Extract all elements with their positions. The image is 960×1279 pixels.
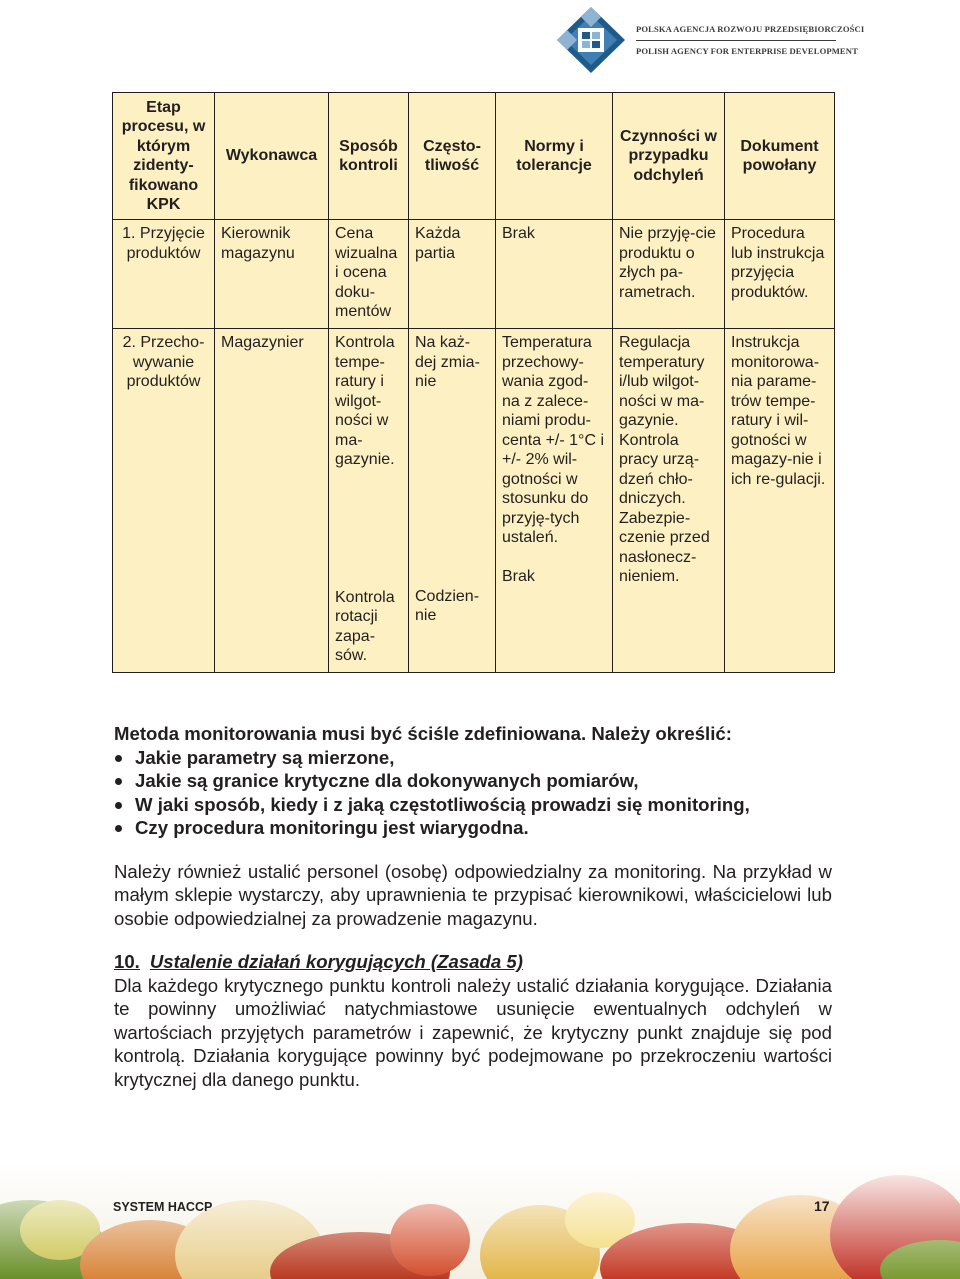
- cell-normy: [496, 329, 613, 673]
- cell-czestotliwosc: Każda partia: [409, 220, 496, 329]
- cell-czynnosci: Regulacja temperatury i/lub wilgot-ności w ma-gazynie. Kontrola pracy urzą-dzeń chło-dniczych. Zabezpie-czenie przed nasłonecz-nieniem.: [613, 329, 725, 673]
- agency-name-en: POLISH AGENCY FOR ENTERPRISE DEVELOPMENT: [636, 46, 858, 56]
- cell-sposob-temperature: Kontrola tempe-ratury i wilgot-ności w ma-gazynie.: [335, 334, 395, 468]
- header-czestotliwosc: Często-tliwość: [409, 93, 496, 220]
- kpk-monitoring-table: [112, 92, 835, 673]
- table-row: [113, 220, 835, 329]
- cell-normy: Brak: [496, 220, 613, 329]
- section-title: Ustalenie działań korygujących (Zasada 5): [149, 951, 523, 972]
- cell-dokument: Instrukcja monitorowa-nia parame-trów tempe-ratury i wil-gotności w magazy-nie i ich re-gulacji.: [725, 329, 835, 673]
- cell-dokument: Procedura lub instrukcja przyjęcia produktów.: [725, 220, 835, 329]
- personnel-paragraph: Należy również ustalić personel (osobę) odpowiedzialny za monitoring. Na przykład w małym sklepie wystarczy, aby uprawnienia te przypisać kierownikowi, właścicielowi lub osobie odpowiedzialnej za prowadzenie magazynu.: [114, 860, 832, 929]
- cell-normy-rotation: Brak: [502, 568, 535, 585]
- list-item: Czy procedura monitoringu jest wiarygodna.: [114, 816, 832, 840]
- footer-label: SYSTEM HACCP: [113, 1200, 213, 1214]
- header-czynnosci: Czynności w przypadku odchyleń: [613, 93, 725, 220]
- corrective-actions-paragraph: Dla każdego krytycznego punktu kontroli należy ustalić działania korygujące. Działania te powinny umożliwiać natychmiastowe usunięcie ewentualnych odchyleń w wartościach przyjętych parametrów i zapewnić, że krytyczny punkt znajduje się pod kontrolą. Działania korygujące powinny być podejmowane po przekroczeniu wartości krytycznej dla danego punktu.: [114, 974, 832, 1090]
- cell-czestotliwosc-daily: Codzien-nie: [415, 587, 480, 624]
- parp-logo-icon: [556, 6, 626, 74]
- cell-normy-temperature: Temperatura przechowy-wania zgod-na z zalece-niami produ-centa +/- 1°C i +/- 2% wil-gotności w stosunku do przyję-tych ustaleń.: [502, 334, 604, 546]
- cell-etap: 1. Przyjęcie produktów: [113, 220, 215, 329]
- cell-czestotliwosc: [409, 329, 496, 673]
- monitoring-lead: Metoda monitorowania musi być ściśle zdefiniowana. Należy określić:: [114, 723, 732, 744]
- cell-czestotliwosc-shift: Na każ-dej zmia-nie: [415, 334, 480, 390]
- section-number: 10.: [114, 951, 140, 972]
- page-body: [114, 722, 832, 1091]
- table-row: [113, 329, 835, 673]
- monitoring-criteria-list: [114, 746, 832, 840]
- cell-sposob: Cena wizualna i ocena doku-mentów: [329, 220, 409, 329]
- cell-etap: 2. Przecho-wywanie produktów: [113, 329, 215, 673]
- cell-wykonawca: Kierownik magazynu: [215, 220, 329, 329]
- table-header-row: [113, 93, 835, 220]
- header-dokument: Dokument powołany: [725, 93, 835, 220]
- vegetables-decoration-image: [0, 1160, 960, 1279]
- header-wykonawca: Wykonawca: [215, 93, 329, 220]
- page-number: 17: [814, 1198, 830, 1214]
- list-item: Jakie są granice krytyczne dla dokonywanych pomiarów,: [114, 769, 832, 793]
- agency-name: [636, 24, 865, 56]
- cell-sposob-rotation: Kontrola rotacji zapa-sów.: [335, 588, 395, 664]
- cell-czynnosci: Nie przyję-cie produktu o złych pa-rametrach.: [613, 220, 725, 329]
- list-item: Jakie parametry są mierzone,: [114, 746, 832, 770]
- list-item: W jaki sposób, kiedy i z jaką częstotliwością prowadzi się monitoring,: [114, 793, 832, 817]
- agency-name-pl: POLSKA AGENCJA ROZWOJU PRZEDSIĘBIORCZOŚCI: [636, 24, 836, 41]
- section-heading: [114, 950, 832, 974]
- cell-wykonawca: Magazynier: [215, 329, 329, 673]
- header-etap: Etap procesu, w którym zidenty-fikowano KPK: [113, 93, 215, 220]
- header-sposob: Sposób kontroli: [329, 93, 409, 220]
- header-normy: Normy i tolerancje: [496, 93, 613, 220]
- cell-sposob: [329, 329, 409, 673]
